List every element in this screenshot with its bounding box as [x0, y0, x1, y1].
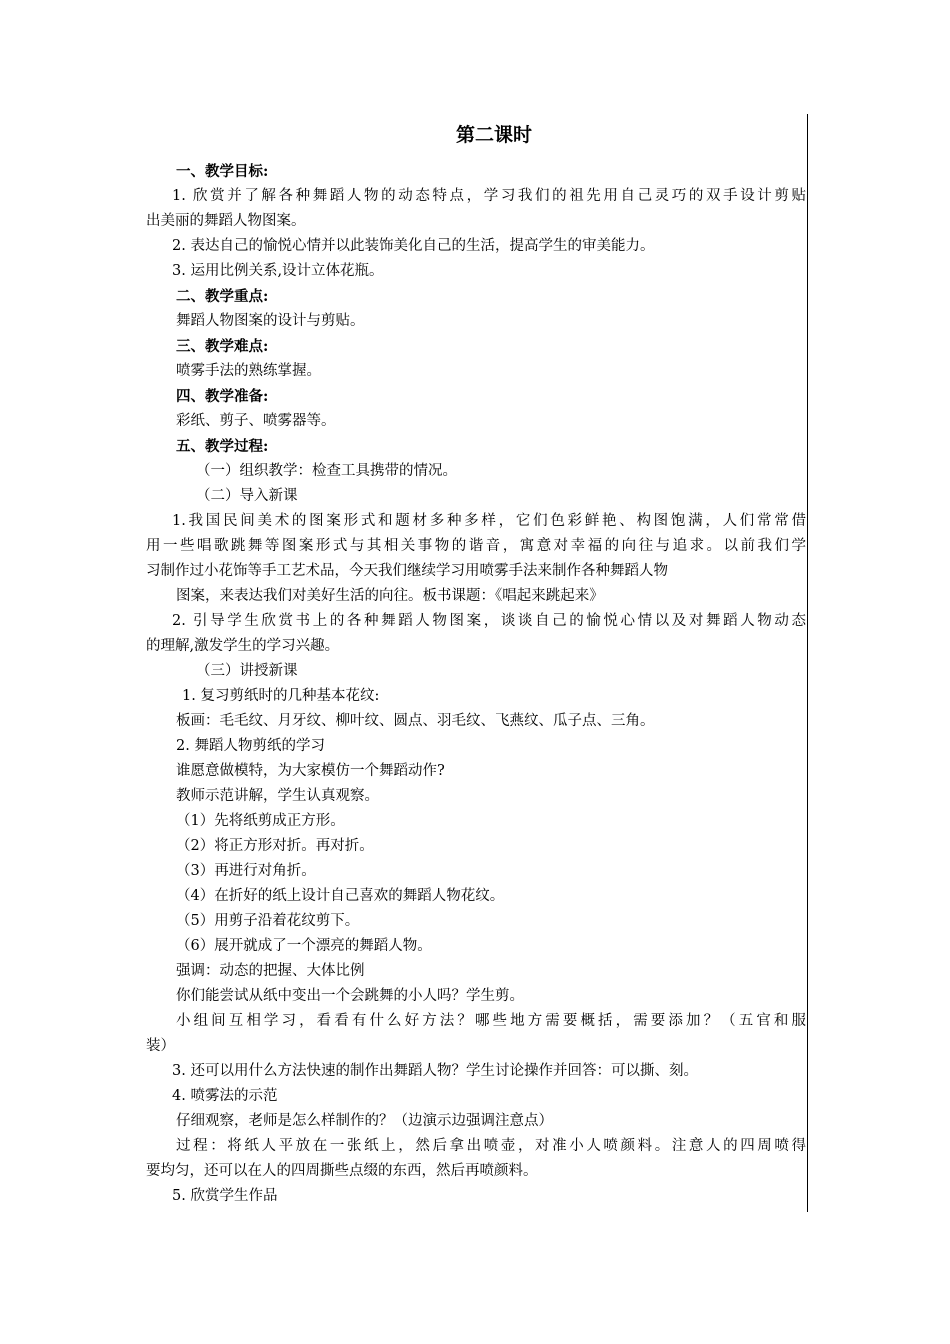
paragraph-line: 的理解,激发学生的学习兴趣。: [146, 638, 340, 654]
paragraph-line: 2. 表达自己的愉悦心情并以此装饰美化自己的生活，提高学生的审美能力。: [172, 238, 655, 254]
paragraph-line: 小组间互相学习，看看有什么好方法？哪些地方需要概括，需要添加？（五官和服: [176, 1013, 806, 1029]
paragraph-line: 彩纸、剪子、喷雾器等。: [176, 413, 336, 429]
paragraph-line: 喷雾手法的熟练掌握。: [176, 363, 321, 379]
paragraph-line: 1. 欣赏并了解各种舞蹈人物的动态特点，学习我们的祖先用自己灵巧的双手设计剪贴: [172, 188, 806, 204]
paragraph-line: 5. 欣赏学生作品: [172, 1188, 278, 1204]
paragraph-line: 板画：毛毛纹、月牙纹、柳叶纹、圆点、羽毛纹、飞燕纹、瓜子点、三角。: [176, 713, 655, 729]
paragraph-line: 习制作过小花饰等手工艺术品，今天我们继续学习用喷雾手法来制作各种舞蹈人物: [146, 563, 668, 579]
paragraph-line: 仔细观察，老师是怎么样制作的？（边演示边强调注意点）: [176, 1113, 553, 1129]
paragraph-line: 装）: [146, 1038, 175, 1054]
subsection-line: （三）讲授新课: [196, 663, 298, 679]
paragraph-line: 用一些唱歌跳舞等图案形式与其相关事物的谐音，寓意对幸福的向往与追求。以前我们学: [146, 538, 806, 554]
page-border-line: [807, 114, 808, 1212]
paragraph-line: 4. 喷雾法的示范: [172, 1088, 278, 1104]
heading-key-points: 二、教学重点:: [176, 288, 269, 305]
heading-process: 五、教学过程:: [176, 438, 269, 455]
paragraph-line: 教师示范讲解，学生认真观察。: [176, 788, 379, 804]
paragraph-line: 1.我国民间美术的图案形式和题材多种多样，它们色彩鲜艳、构图饱满，人们常常借: [172, 513, 806, 529]
heading-objectives: 一、教学目标:: [176, 163, 269, 180]
paragraph-line: 2. 引导学生欣赏书上的各种舞蹈人物图案，谈谈自己的愉悦心情以及对舞蹈人物动态: [172, 613, 806, 629]
heading-difficulties: 三、教学难点:: [176, 338, 269, 355]
paragraph-line: 强调：动态的把握、大体比例: [176, 963, 365, 979]
paragraph-line: 1. 复习剪纸时的几种基本花纹:: [182, 688, 380, 704]
paragraph-line: 你们能尝试从纸中变出一个会跳舞的小人吗？学生剪。: [176, 988, 524, 1004]
paragraph-line: 过程：将纸人平放在一张纸上，然后拿出喷壶，对准小人喷颜料。注意人的四周喷得: [176, 1138, 806, 1154]
step-item: （5）用剪子沿着花纹剪下。: [176, 913, 360, 929]
paragraph-line: 图案，来表达我们对美好生活的向往。板书课题：《唱起来跳起来》: [176, 588, 604, 604]
paragraph-line: 3. 还可以用什么方法快速的制作出舞蹈人物？学生讨论操作并回答：可以撕、刻。: [172, 1063, 698, 1079]
paragraph-line: 谁愿意做模特，为大家模仿一个舞蹈动作?: [176, 763, 445, 779]
step-item: （4）在折好的纸上设计自己喜欢的舞蹈人物花纹。: [176, 888, 505, 904]
step-item: （3）再进行对角折。: [176, 863, 316, 879]
paragraph-line: 要均匀，还可以在人的四周撕些点缀的东西，然后再喷颜料。: [146, 1163, 538, 1179]
page-title: 第二课时: [455, 124, 532, 146]
step-item: （1）先将纸剪成正方形。: [176, 813, 345, 829]
paragraph-line: 2. 舞蹈人物剪纸的学习: [176, 738, 325, 754]
step-item: （6）展开就成了一个漂亮的舞蹈人物。: [176, 938, 432, 954]
paragraph-line: 出美丽的舞蹈人物图案。: [146, 213, 306, 229]
subsection-line: （一）组织教学：检查工具携带的情况。: [196, 463, 457, 479]
subsection-line: （二）导入新课: [196, 488, 298, 504]
step-item: （2）将正方形对折。再对折。: [176, 838, 374, 854]
document-body: [146, 118, 806, 1209]
heading-preparation: 四、教学准备:: [176, 388, 269, 405]
paragraph-line: 3. 运用比例关系,设计立体花瓶。: [172, 263, 384, 279]
paragraph-line: 舞蹈人物图案的设计与剪贴。: [176, 313, 365, 329]
